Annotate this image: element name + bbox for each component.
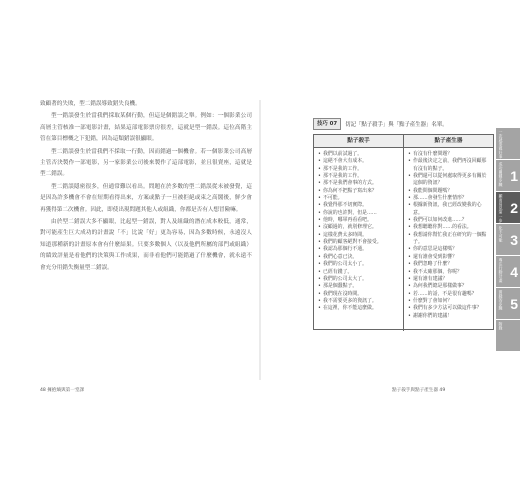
list-item: • 你說的也許對，但是…… xyxy=(318,210,400,217)
tip-heading xyxy=(313,118,448,130)
table-header-row xyxy=(314,135,493,148)
list-item: • 我想聽聽你對……的看法。 xyxy=(408,224,490,231)
list-item: • 他時，哪軍再看看吧。 xyxy=(318,217,400,224)
table-body xyxy=(314,148,493,331)
list-item: • 你的意思是這樣嗎？ xyxy=(408,246,490,253)
list-item: • 我能問個問題嗎？ xyxy=(408,188,490,195)
chapter-tab-number: 3 xyxy=(510,232,518,248)
list-item: • 根據新資訊，我已經改變我的心意。 xyxy=(408,202,490,217)
chapter-tab[interactable] xyxy=(496,224,520,255)
paragraph: 型一錯誤發生於當我們採取某個行動，但這是個錯誤之舉。例如：一個影業公司高層主管核准一部電影計畫，結果這部電影票房很差，這就是型一錯誤。這位高階主管在第目標概之下犯錯，因為這類錯誤很顯眼。 xyxy=(40,113,252,143)
chapter-tab-number: 1 xyxy=(510,168,518,184)
left-page-body xyxy=(40,99,252,275)
list-item: • 那是個蠢點子。 xyxy=(318,283,400,290)
list-item: • 在這裡，你不能這麼做。 xyxy=(318,305,400,312)
chapter-tab[interactable] xyxy=(496,320,520,351)
paragraph: 致顧著的失敗，型二錯誤導致錯失良機。 xyxy=(40,101,141,107)
list-item: • 我們的公司太小了。 xyxy=(318,261,400,268)
chapter-tab[interactable] xyxy=(496,160,520,191)
list-item: • 還有誰有建議？ xyxy=(408,276,490,283)
chapter-tab-number: 4 xyxy=(510,264,518,280)
list-item: • 我不需要更多的資訊了。 xyxy=(318,298,400,305)
chapter-tab[interactable] xyxy=(496,192,520,223)
list-item: • 這絕不會大有成本。 xyxy=(318,158,400,165)
chapter-tab-label: 附錄 xyxy=(499,322,504,331)
list-item: • 謝謝你們的建議！ xyxy=(408,313,490,320)
chapter-tab-label: 成功關鍵步驟 xyxy=(499,162,504,187)
idea-killers-column xyxy=(314,148,404,331)
list-item: • 作最後決定之前，我們再沒回顧那有沒有的點子。 xyxy=(408,158,490,173)
list-item: • 若……的話，不是很有趣嗎？ xyxy=(408,291,490,298)
left-page-folio: 48 擁抱熵與第一堂課 xyxy=(40,388,85,393)
chapter-tabs xyxy=(496,128,520,352)
chapter-tab-number: 5 xyxy=(510,296,518,312)
header-idea-generators: 點子產生器 xyxy=(434,138,463,144)
list-item: • 這樣花費太多時間。 xyxy=(318,232,400,239)
header-idea-killers: 點子殺手 xyxy=(314,135,404,147)
list-item: • 那不是我的工作。 xyxy=(318,166,400,173)
tip-badge: 技巧 07 xyxy=(313,118,341,130)
chapter-tab[interactable] xyxy=(496,128,520,159)
list-item: • 什麼對了會如何？ xyxy=(408,298,490,305)
list-item: • 我想請你幫忙我正在研究的一個點子。 xyxy=(408,232,490,247)
chapter-tab[interactable] xyxy=(496,288,520,319)
list-item: • 我們現在沒時間。 xyxy=(318,291,400,298)
list-item: • 我們心意已決。 xyxy=(318,254,400,261)
right-page-folio: 點子殺手與點子產生器 49 xyxy=(392,388,446,393)
list-item: • 我們以前試過了。 xyxy=(318,151,400,158)
list-item: • 不可能。 xyxy=(318,195,400,202)
paragraph: 由於型二錯誤大多不顯眼，比起型一錯誤，對人及組織的潛在成本較低，通常，對可能產生巨大成功的計畫說「不」比說「好」更為容易，因為多數時候，永遠沒人知道那種新的計畫原本會有什麼結果。只要多數個人（以及他們所屬的部門或組織）的績效評量是看他們的決策與工作成果，而非看他們可能錯過了什麼機會，就永遠不會充分用錯失衡量型二錯誤。 xyxy=(40,219,252,271)
tip-text: 切記「點子殺手」與「點子產生器」名單。 xyxy=(345,122,448,128)
chapter-tab[interactable] xyxy=(496,256,520,287)
list-item: • 我們可以如何改進……？ xyxy=(408,217,490,224)
list-item: • 我們的顧客絕對不會接受。 xyxy=(318,239,400,246)
list-item: • 為何我們總是那樣做事？ xyxy=(408,283,490,290)
idea-generators-list xyxy=(408,151,490,320)
idea-table xyxy=(313,134,494,330)
list-item: • 那……會發生什麼情形？ xyxy=(408,195,490,202)
list-item: • 我認為那個行不通。 xyxy=(318,246,400,253)
paragraph: 型二錯誤發生於當我們不採取一行動，因而錯過一個機會。若一個影業公司高層主管否決製作一部電影，另一家影業公司後來製作了這部電影，並且很賣座，這就是型二錯誤。 xyxy=(40,148,252,178)
paragraph: 型二錯誤隱密很多，但通常難以看出。問題在於多數的型二錯誤從未被發覺，這是因為許多機會不會在短期看得出來，方案或點子一旦被拒絕或束之高閣後，鮮少會再獲得第二次機會。因此，即使出現問題其他人或組織，你都是否有人想冒險嘛。 xyxy=(40,183,252,213)
page-gutter xyxy=(259,100,261,380)
list-item: • 我們有多少方法可以做這件事？ xyxy=(408,305,490,312)
chapter-tab-label: 顯而易見第一步 xyxy=(499,194,504,223)
idea-generators-column xyxy=(404,148,493,331)
list-item: • 沒顧過的，就別修理它。 xyxy=(318,224,400,231)
list-item: • 你為何不把點子寫出來？ xyxy=(318,188,400,195)
chapter-tab-label: 一次就要做好事 xyxy=(499,130,504,159)
list-item: • 那不是我的工作。 xyxy=(318,173,400,180)
list-item: • 有沒有什麼問題？ xyxy=(408,151,490,158)
chapter-tab-label: 化不可能 xyxy=(499,226,504,243)
idea-killers-list xyxy=(318,151,400,313)
chapter-tab-number: 2 xyxy=(510,200,518,216)
list-item: • 那不是我們會事的方式。 xyxy=(318,180,400,187)
chapter-tab-label: 實踐的步驟 xyxy=(499,290,504,311)
list-item: • 我們忽略了什麼？ xyxy=(408,261,490,268)
list-item: • 已經有錢了。 xyxy=(318,269,400,276)
list-item: • 還有誰會受到影響？ xyxy=(408,254,490,261)
chapter-tab-label: 專注行動計畫 xyxy=(499,258,504,283)
list-item: • 我們還可以從何處取得更多有關於這個的資訊？ xyxy=(408,173,490,188)
list-item: • 我們的公司太大了。 xyxy=(318,276,400,283)
list-item: • 我不太確那個，你呢？ xyxy=(408,269,490,276)
list-item: • 我覺得那不切實際。 xyxy=(318,202,400,209)
